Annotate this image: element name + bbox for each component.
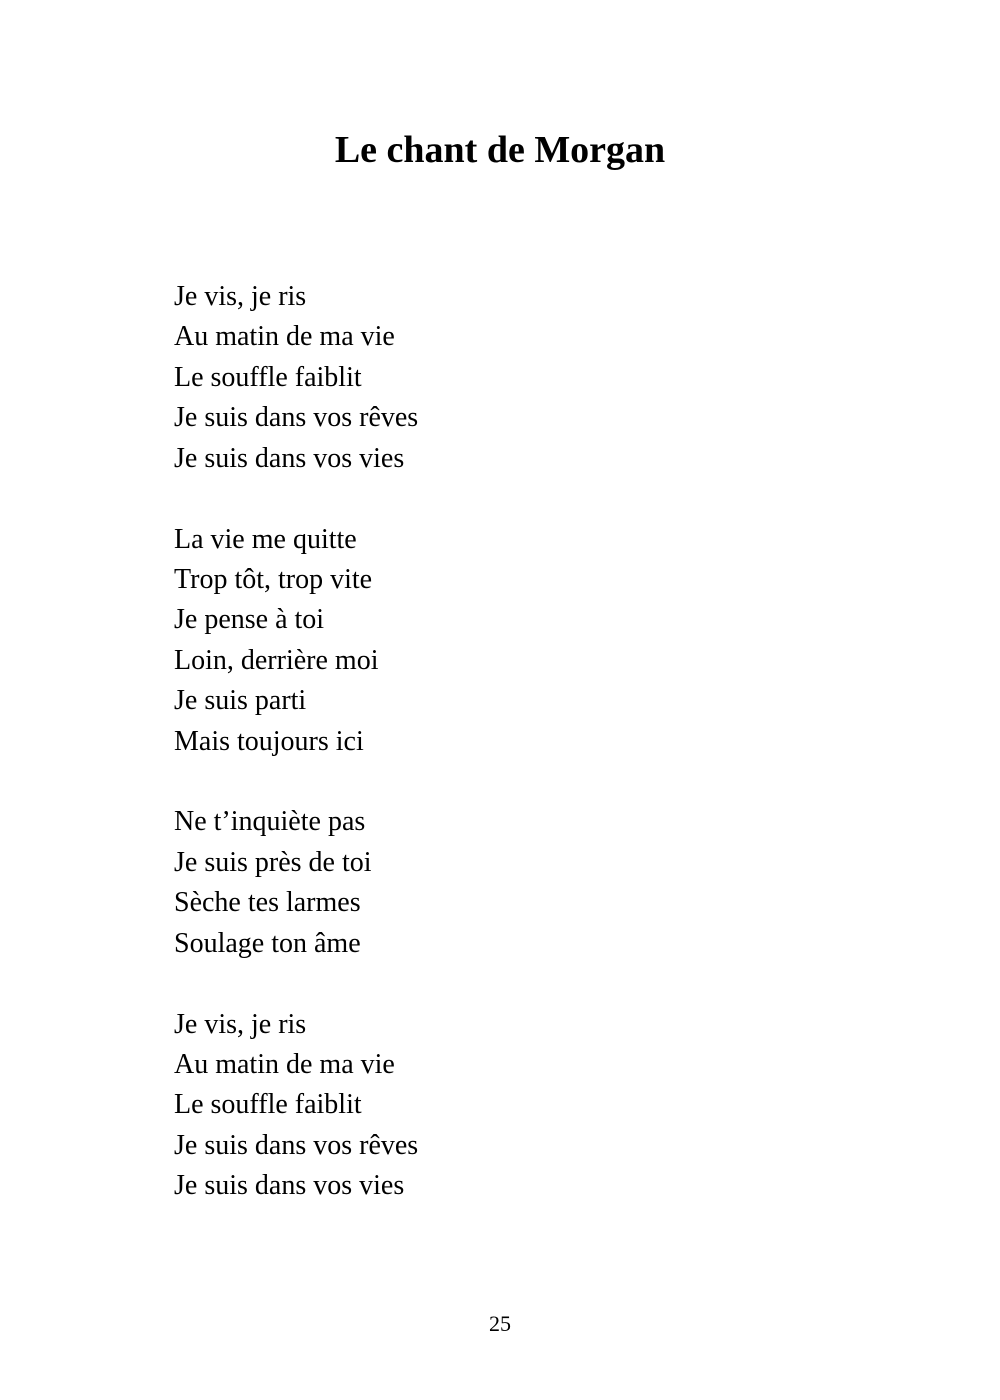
poem-line: Soulage ton âme: [174, 927, 361, 959]
poem-line: Je suis dans vos rêves: [174, 402, 419, 434]
stanza-4: [174, 1005, 874, 1207]
poem-line: Je vis, je ris: [174, 1008, 307, 1040]
poem-line: Je suis dans vos rêves: [174, 1129, 419, 1161]
poem-title: Le chant de Morgan: [334, 129, 666, 171]
poem-line: Sèche tes larmes: [174, 887, 361, 919]
poem-line: La vie me quitte: [174, 523, 357, 555]
stanza-3: [174, 802, 874, 964]
poem-body: [174, 277, 874, 1247]
poem-line: Au matin de ma vie: [174, 321, 395, 353]
poem-line: Trop tôt, trop vite: [174, 563, 373, 595]
poem-line: Je suis près de toi: [174, 846, 372, 878]
poem-line: Je suis dans vos vies: [174, 442, 405, 474]
poem-line: Je suis parti: [174, 685, 307, 717]
poem-line: Loin, derrière moi: [174, 644, 379, 676]
poem-line: Ne t’inquiète pas: [174, 806, 366, 838]
stanza-1: [174, 277, 874, 479]
page-number: 25: [489, 1311, 511, 1336]
poem-line: Le souffle faiblit: [174, 361, 362, 393]
poem-line: Je pense à toi: [174, 604, 325, 636]
poem-line: Mais toujours ici: [174, 725, 364, 757]
poem-line: Au matin de ma vie: [174, 1049, 395, 1080]
poem-line: Je vis, je ris: [174, 281, 307, 312]
poem-line: Le souffle faiblit: [174, 1089, 362, 1121]
stanza-2: [174, 520, 874, 762]
poem-line: Je suis dans vos vies: [174, 1170, 405, 1202]
